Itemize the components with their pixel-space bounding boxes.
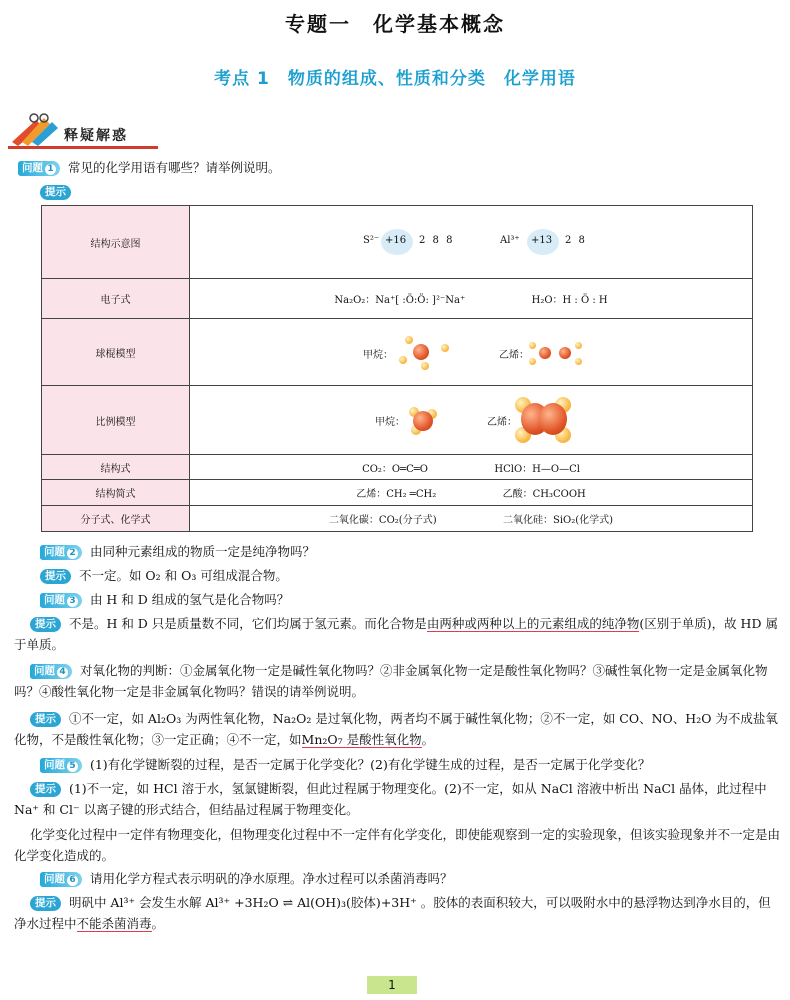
c-atom (413, 344, 429, 360)
page-number: 1 (367, 976, 417, 994)
space-fill-cell (190, 386, 753, 455)
question-tag: 问题 5 (40, 758, 82, 773)
answer-2 (40, 565, 780, 586)
question-2 (40, 541, 780, 562)
question-tag: 问题 3 (40, 593, 82, 608)
ethene-label: 乙烯： (499, 350, 529, 361)
h-atom (399, 356, 407, 364)
row-header: 比例模型 (42, 386, 190, 455)
c-atom (539, 403, 567, 435)
s-core-label: +16 (385, 235, 407, 246)
s-shells-label: 2 8 8 (419, 235, 455, 246)
answer-highlight: 不能杀菌消毒 (76, 916, 152, 931)
question-tag: 问题 1 (18, 161, 60, 176)
h-atom (529, 342, 536, 349)
answer-text: (1)不一定，如 HCl 溶于水，氢氯键断裂，但此过程属于物理变化。(2)不一定，如从 NaCl 溶液中析出 NaCl 晶体，此过程中 Na⁺ 和 Cl⁻ 以离子键的形式结合，但结晶过程属于物理变化。 (14, 781, 767, 817)
c-atom (559, 347, 571, 359)
na2o2-electron: Na₂O₂：Na⁺[ :Ö:Ö: ]²⁻Na⁺ (334, 295, 466, 306)
s-ion-label: S²⁻ (363, 235, 380, 246)
note-5 (14, 824, 782, 866)
question-text: 对氧化物的判断：①金属氧化物一定是碱性氧化物吗？②非金属氧化物一定是酸性氧化物吗？③碱性氧化物一定是金属氧化物吗？④酸性氧化物一定是非金属氧化物吗？错误的请举例说明。 (14, 663, 768, 699)
hclo-structural: HClO：H—O—Cl (494, 463, 580, 475)
answer-3 (14, 613, 782, 655)
row-header: 结构示意图 (42, 206, 190, 279)
question-1 (18, 157, 782, 178)
table-row (42, 506, 753, 532)
answer-text: 不是。H 和 D 只是质量数不同，它们均属于氢元素。而化合物是 (68, 616, 427, 631)
hint-tag: 提示 (30, 712, 61, 727)
al-shells-label: 2 8 (565, 235, 587, 246)
hint-tag: 提示 (30, 617, 61, 632)
table-row (42, 279, 753, 319)
co2-formula: 二氧化碳：CO₂(分子式) (328, 515, 437, 526)
question-5 (40, 754, 782, 775)
question-text: 由同种元素组成的物质一定是纯净物吗？ (89, 544, 315, 559)
question-4 (14, 660, 782, 702)
question-6 (40, 868, 782, 889)
h-atom (575, 342, 582, 349)
methane-label: 甲烷： (375, 417, 405, 428)
h-atom (405, 336, 413, 344)
row-header: 结构式 (42, 455, 190, 480)
row-header: 结构简式 (42, 480, 190, 506)
page-title: 专题一 化学基本概念 (285, 12, 505, 36)
question-tag: 问题 2 (40, 545, 82, 560)
question-tag: 问题 4 (30, 664, 72, 679)
hint-tag: 提示 (30, 782, 61, 797)
note-text: 化学变化过程中一定伴有物理变化，但物理变化过程中不一定伴有化学变化，即使能观察到一定的实验现象，但该实验现象并不一定是由化学变化造成的。 (14, 827, 781, 863)
sio2-formula: 二氧化硅：SiO₂(化学式) (502, 515, 614, 526)
answer-text: (区别于单质)，故 HD 属于单质。 (14, 616, 778, 652)
row-header: 电子式 (42, 279, 190, 319)
methane-label: 甲烷： (363, 350, 393, 361)
h-atom (421, 362, 429, 370)
h2o-electron: H₂O：H : Ö : H (531, 295, 608, 306)
question-tag: 问题 6 (40, 872, 82, 887)
co2-structural: CO₂：O═C═O (362, 463, 429, 475)
row-header: 球棍模型 (42, 319, 190, 386)
question-text: 请用化学方程式表示明矾的净水原理。净水过程可以杀菌消毒吗？ (89, 871, 453, 886)
answer-text: ①不一定，如 Al₂O₃ 为两性氧化物，Na₂O₂ 是过氧化物，两者均不属于碱性氧化物；②不一定，如 CO、NO、H₂O 为不成盐氧化物，不是酸性氧化物；③一定正确；④不一定，如 (14, 711, 778, 747)
page-subtitle: 考点 1 物质的组成、性质和分类 化学用语 (214, 69, 576, 89)
question-text: (1)有化学键断裂的过程，是否一定属于化学变化？(2)有化学键生成的过程，是否一定属于化学变化？ (89, 757, 651, 772)
answer-highlight: Mn₂O₇ 是酸性氧化物 (301, 732, 422, 747)
hint-tag: 提示 (40, 185, 71, 200)
answer-highlight: 由两种或两种以上的元素组成的纯净物 (426, 616, 640, 631)
ball-stick-cell (190, 319, 753, 386)
table-row (42, 386, 753, 455)
electron-formula-cell (190, 279, 753, 319)
simplified-formula-cell (190, 480, 753, 506)
table-row (42, 206, 753, 279)
chem-terms-table (41, 205, 753, 532)
question-3 (40, 589, 780, 610)
structural-formula-cell (190, 455, 753, 480)
answer-text: 。 (421, 732, 435, 747)
answer-text: 。 (151, 916, 165, 931)
ethene-label: 乙烯： (487, 417, 517, 428)
hint-tag: 提示 (30, 896, 61, 911)
al-ion-label: Al³⁺ (500, 235, 520, 246)
table-row (42, 455, 753, 480)
c-atom (539, 347, 551, 359)
section-label: 释疑解惑 (64, 128, 128, 144)
c-atom (413, 411, 433, 431)
h-atom (441, 344, 449, 352)
books-icon (8, 112, 60, 146)
answer-6 (14, 892, 782, 934)
row-header: 分子式、化学式 (42, 506, 190, 532)
table-row (42, 480, 753, 506)
ethene-simple: 乙烯：CH₂ ═CH₂ (356, 489, 437, 500)
table-row (42, 319, 753, 386)
answer-5 (14, 778, 782, 820)
molecular-formula-cell (190, 506, 753, 532)
section-underline (8, 146, 158, 149)
answer-4 (14, 708, 782, 750)
section-header (8, 112, 158, 152)
question-text: 常见的化学用语有哪些？请举例说明。 (67, 160, 281, 175)
al-core-label: +13 (531, 235, 553, 246)
acetic-simple: 乙酸：CH₃COOH (502, 489, 586, 500)
h-atom (529, 358, 536, 365)
answer-text: 明矾中 Al³⁺ 会发生水解 Al³⁺ +3H₂O ⇌ Al(OH)₃(胶体)+3H⁺ 。胶体的表面积较大，可以吸附水中的悬浮物达到净水目的，但净水过程中 (14, 895, 771, 931)
h-atom (575, 358, 582, 365)
hint-tag: 提示 (40, 569, 71, 584)
question-text: 由 H 和 D 组成的氢气是化合物吗？ (89, 592, 290, 607)
answer-text: 不一定。如 O₂ 和 O₃ 可组成混合物。 (78, 568, 288, 583)
struct-diagram-cell (190, 206, 753, 279)
hint-1 (40, 181, 100, 202)
